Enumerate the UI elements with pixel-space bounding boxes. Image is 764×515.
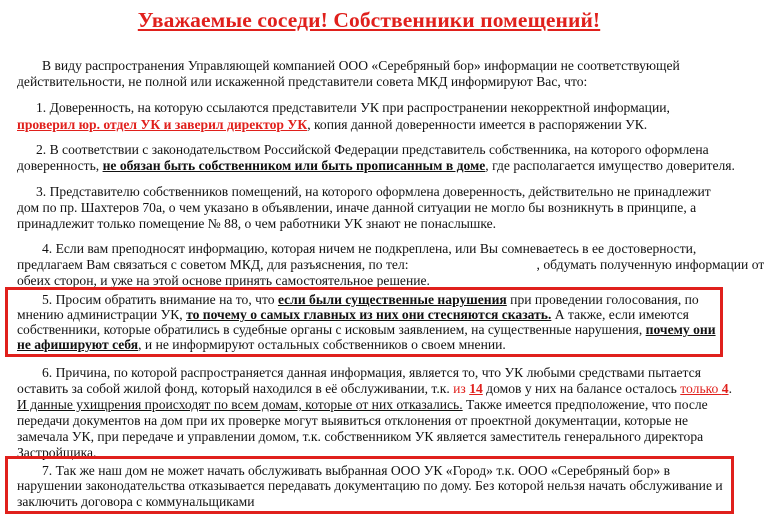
paragraph-7-line: заключить договора с коммунальщиками (17, 494, 255, 509)
paragraph-5-line: собственники, которые обратились в судебные органы с исковым заявлением, на существенные нарушения, почему они (17, 322, 716, 337)
paragraph-5-line: не афишируют себя, и не информируют остальных собственников о своем мнении. (17, 337, 506, 352)
highlight-red: проверил юр. отдел УК и заверил директор УК (17, 117, 308, 132)
highlight-bold: не афишируют себя (17, 337, 139, 352)
count-14: 14 (469, 381, 483, 396)
paragraph-3-line: принадлежит только помещение № 88, о чем работники УК знают не понаслышке. (17, 216, 497, 231)
paragraph-6-line: Застройщика. (17, 445, 97, 460)
count-4: 4 (721, 381, 729, 396)
paragraph-1-line: проверил юр. отдел УК и заверил директор УК, копия данной доверенности имеется в распоряжении УК. (17, 117, 648, 132)
paragraph-1-line: 1. Доверенность, на которую ссылаются представители УК при распространении некорректной информации, (36, 100, 670, 115)
paragraph-5-line: 5. Просим обратить внимание на то, что если были существенные нарушения при проведении голосования, по (42, 292, 699, 307)
paragraph-6-line: оставить за собой жилой фонд, который находился в её обслуживании, т.к. из 14 домов у них на балансе осталось только 4. (17, 381, 732, 396)
paragraph-2-line: 2. В соответствии с законодательством Российской Федерации представитель собственника, на которого оформлена (36, 142, 709, 157)
intro-line: В виду распространения Управляющей компанией ООО «Серебряный бор» информации не соответствующей (42, 58, 680, 73)
highlight-bold: почему они (645, 322, 716, 337)
paragraph-6-line: И данные ухищрения происходят по всем домам, которые от них отказались. Также имеется предположение, что после (17, 397, 708, 412)
paragraph-5-line: мнению администрации УК, то почему о самых главных из них они стесняются сказать. А также, если имеются (17, 307, 689, 322)
paragraph-4-line: 4. Если вам преподносят информацию, которая ничем не подкреплена, или Вы сомневаетесь в ее достоверности, (42, 241, 697, 256)
paragraph-4-line: обеих сторон, и уже на этой основе принять самостоятельное решение. (17, 273, 430, 288)
intro-line: действительности, не полной или искаженной представители совета МКД информируют Вас, что: (17, 74, 588, 89)
paragraph-7-line: 7. Так же наш дом не может начать обслуживать выбранная ООО УК «Город» т.к. ООО «Серебряный бор» в (42, 463, 670, 478)
paragraph-6-line: передачи документов на дом при их проверке могут выявиться отклонения от проектной документации, которые не (17, 413, 689, 428)
underlined-text: И данные ухищрения происходят по всем домам, которые от них отказались. (17, 397, 463, 412)
paragraph-2-line: доверенность, не обязан быть собственником или быть прописанным в доме, где располагается имущество доверителя. (17, 158, 735, 173)
paragraph-7-line: нарушении законодательства отказывается передавать документацию по дому. Без которой нельзя начать обслуживание и (17, 478, 723, 493)
highlight-bold: не обязан быть собственником или быть прописанным в доме (102, 158, 486, 173)
paragraph-6-line: 6. Причина, по которой распространяется данная информация, является то, что УК любыми средствами пытается (42, 365, 701, 380)
paragraph-4-line: предлагаем Вам связаться с советом МКД, для разъяснения, по тел: , обдумать полученную информации от (17, 257, 764, 272)
highlight-bold: то почему о самых главных из них они стесняются сказать. (186, 307, 552, 322)
paragraph-6-line: замечала УК, при передаче и управлении домом, т.к. собственником УК является заместитель генерального директора (17, 429, 704, 444)
paragraph-3-line: 3. Представителю собственников помещений, на которого оформлена доверенность, действительно не принадлежит (36, 184, 711, 199)
highlight-bold: если были существенные нарушения (277, 292, 507, 307)
paragraph-3-line: дом по пр. Шахтеров 70а, о чем указано в объявлении, иначе данной ситуации не могло бы возникнуть в принципе, а (17, 200, 697, 215)
notice-title: Уважаемые соседи! Собственники помещений! (137, 8, 601, 32)
